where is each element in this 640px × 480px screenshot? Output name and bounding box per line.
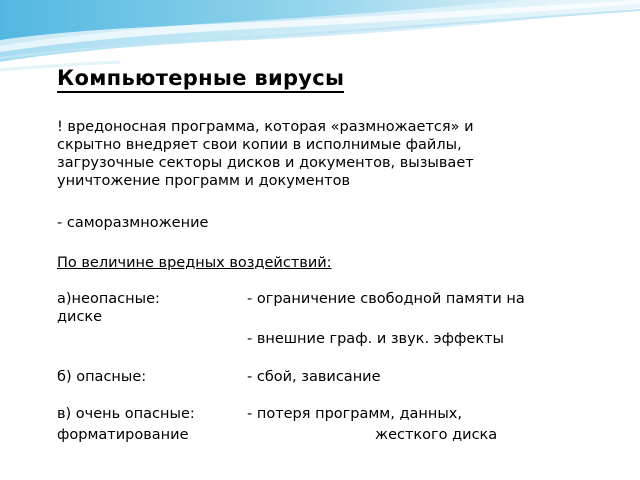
self-replication-text: - саморазмножение [57, 215, 209, 231]
category-effect-av: - внешние граф. и звук. эффекты [247, 331, 504, 347]
category-effect-memory-cont: диске [57, 309, 103, 325]
definition-line-3: загрузочные секторы дисков и документов, вызывает [57, 155, 474, 171]
category-effect-hdd: жесткого диска [375, 427, 498, 443]
category-effect-crash: - сбой, зависание [247, 369, 381, 385]
category-effect-format: форматирование [57, 427, 189, 443]
category-effect-data-loss: - потеря программ, данных, [247, 406, 462, 422]
classification-heading: По величине вредных воздействий: [57, 255, 332, 271]
definition-line-1: ! вредоносная программа, которая «размножается» и [57, 119, 474, 135]
category-label-harmless: а)неопасные: [57, 291, 160, 307]
category-label-very-dangerous: в) очень опасные: [57, 406, 195, 422]
category-label-dangerous: б) опасные: [57, 369, 147, 385]
category-effect-memory: - ограничение свободной памяти на [247, 291, 525, 307]
definition-line-2: скрытно внедряет свои копии в исполнимые файлы, [57, 137, 462, 153]
definition-line-4: уничтожение программ и документов [57, 173, 351, 189]
slide-title: Компьютерные вирусы [57, 66, 344, 93]
